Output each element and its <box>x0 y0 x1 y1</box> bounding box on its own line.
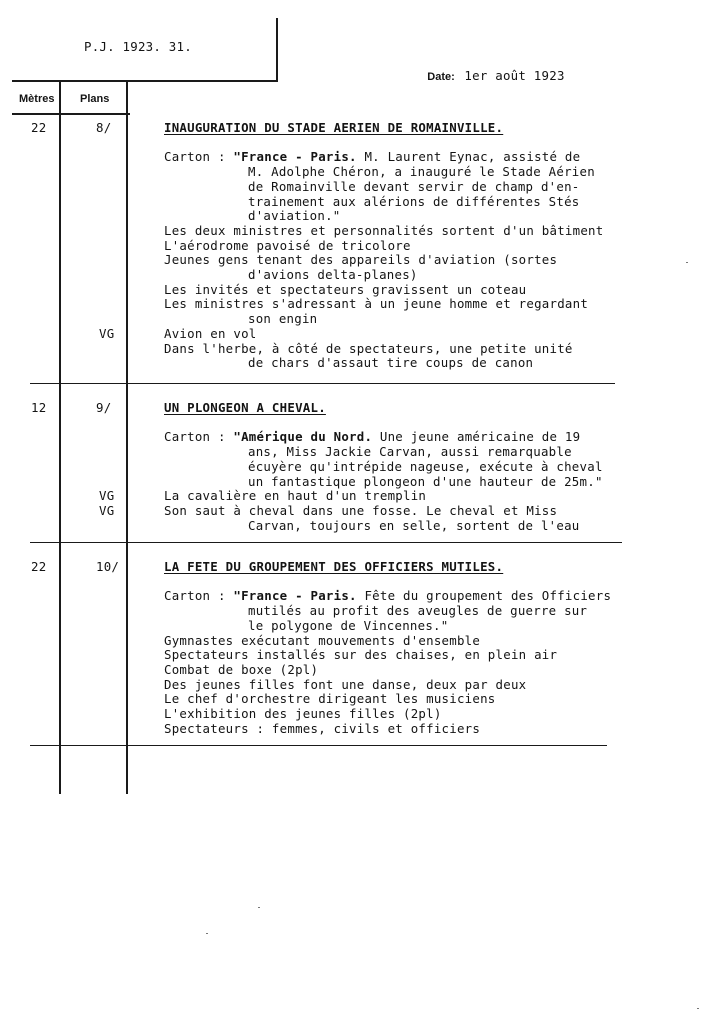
carton-continuation-line: trainement aux alérions de différentes Stés <box>248 193 580 209</box>
section-separator-1 <box>30 383 615 384</box>
carton-continuation-line: mutilés au profit des aveugles de guerre sur <box>248 603 588 619</box>
shot-description: Avion en vol <box>164 325 257 341</box>
entry-title: INAUGURATION DU STADE AERIEN DE ROMAINVILLE. <box>164 120 504 135</box>
carton-continuation-line: le polygone de Vincennes." <box>248 617 449 633</box>
shot-description: Dans l'herbe, à côté de spectateurs, une petite unité <box>164 340 573 356</box>
date-separator: : <box>451 71 455 83</box>
shot-description: Son saut à cheval dans une fosse. Le cheval et Miss <box>164 502 558 518</box>
shot-description: d'avions delta-planes) <box>248 267 418 282</box>
shot-description: de chars d'assaut tire coups de canon <box>248 355 534 371</box>
carton-continuation-line: ans, Miss Jackie Carvan, aussi remarquable <box>248 444 572 460</box>
carton-location: "Amérique du Nord. <box>233 429 373 445</box>
carton-continuation-line: de Romainville devant servir de champ d'en- <box>248 178 580 194</box>
carton-first-line <box>164 430 580 445</box>
shot-description: Des jeunes filles font une danse, deux par deux <box>164 676 527 692</box>
column-header-metres: Mètres <box>19 93 55 105</box>
date-value: 1er août 1923 <box>464 68 565 83</box>
carton-location: "France - Paris. <box>233 588 357 604</box>
shot-mark: VG <box>99 502 115 518</box>
carton-first-line <box>164 589 611 604</box>
entry-title: LA FETE DU GROUPEMENT DES OFFICIERS MUTILES. <box>164 559 504 574</box>
shot-mark: VG <box>99 325 115 341</box>
shot-description: son engin <box>248 311 318 327</box>
scan-speck <box>697 1008 699 1009</box>
entry-metres: 22 <box>31 120 47 135</box>
header-box-right-border <box>276 18 278 82</box>
shot-description: Les deux ministres et personnalités sortent d'un bâtiment <box>164 222 604 238</box>
column-header-plans: Plans <box>80 93 110 105</box>
scan-speck <box>686 262 688 263</box>
entry-metres: 12 <box>31 400 47 415</box>
shot-description: Carvan, toujours en selle, sortent de l'eau <box>248 517 580 533</box>
shot-description: Spectateurs : femmes, civils et officiers <box>164 720 481 736</box>
entry-title: UN PLONGEON A CHEVAL. <box>164 400 326 415</box>
entry-plan-number: 10/ <box>96 559 120 574</box>
document-date <box>408 46 565 84</box>
shot-description: Combat de boxe (2pl) <box>164 661 319 677</box>
scan-speck <box>206 933 208 934</box>
shot-description: L'aérodrome pavoisé de tricolore <box>164 237 411 253</box>
carton-label: Carton : <box>164 429 234 445</box>
entry-metres: 22 <box>31 559 47 574</box>
shot-description: Les ministres s'adressant à un jeune homme et regardant <box>164 296 589 312</box>
metres-column-rule <box>59 82 61 794</box>
column-header-underline <box>12 113 130 115</box>
carton-label: Carton : <box>164 588 234 604</box>
entry-plan-number: 8/ <box>96 120 112 135</box>
scan-speck <box>258 907 260 908</box>
shot-description: Jeunes gens tenant des appareils d'aviation (sortes <box>164 252 558 268</box>
carton-first-line <box>164 150 580 165</box>
shot-description: L'exhibition des jeunes filles (2pl) <box>164 706 442 721</box>
date-label: Date <box>427 71 452 83</box>
shot-description: Spectateurs installés sur des chaises, en plein air <box>164 647 558 663</box>
carton-location: "France - Paris. <box>233 149 357 165</box>
carton-text: Fête du groupement des Officiers <box>356 588 612 604</box>
shot-mark: VG <box>99 488 115 504</box>
entry-plan-number: 9/ <box>96 400 112 415</box>
carton-continuation-line: M. Adolphe Chéron, a inauguré le Stade Aérien <box>248 164 595 180</box>
shot-description: Les invités et spectateurs gravissent un coteau <box>164 281 527 297</box>
shot-description: Gymnastes exécutant mouvements d'ensemble <box>164 632 481 648</box>
shot-description: Le chef d'orchestre dirigeant les musiciens <box>164 691 496 707</box>
carton-label: Carton : <box>164 149 234 165</box>
shot-description: La cavalière en haut d'un tremplin <box>164 488 427 504</box>
carton-continuation-line: d'aviation." <box>248 208 341 224</box>
plans-column-rule <box>126 82 128 794</box>
section-separator-2 <box>30 542 622 543</box>
header-box-bottom-border <box>12 80 278 82</box>
document-reference: P.J. 1923. 31. <box>84 39 192 54</box>
carton-continuation-line: écuyère qu'intrépide nageuse, exécute à cheval <box>248 458 603 474</box>
carton-text: Une jeune américaine de 19 <box>372 429 581 445</box>
carton-continuation-line: un fantastique plongeon d'une hauteur de 25m." <box>248 473 603 489</box>
carton-text: M. Laurent Eynac, assisté de <box>356 149 581 165</box>
section-separator-3 <box>30 745 607 746</box>
